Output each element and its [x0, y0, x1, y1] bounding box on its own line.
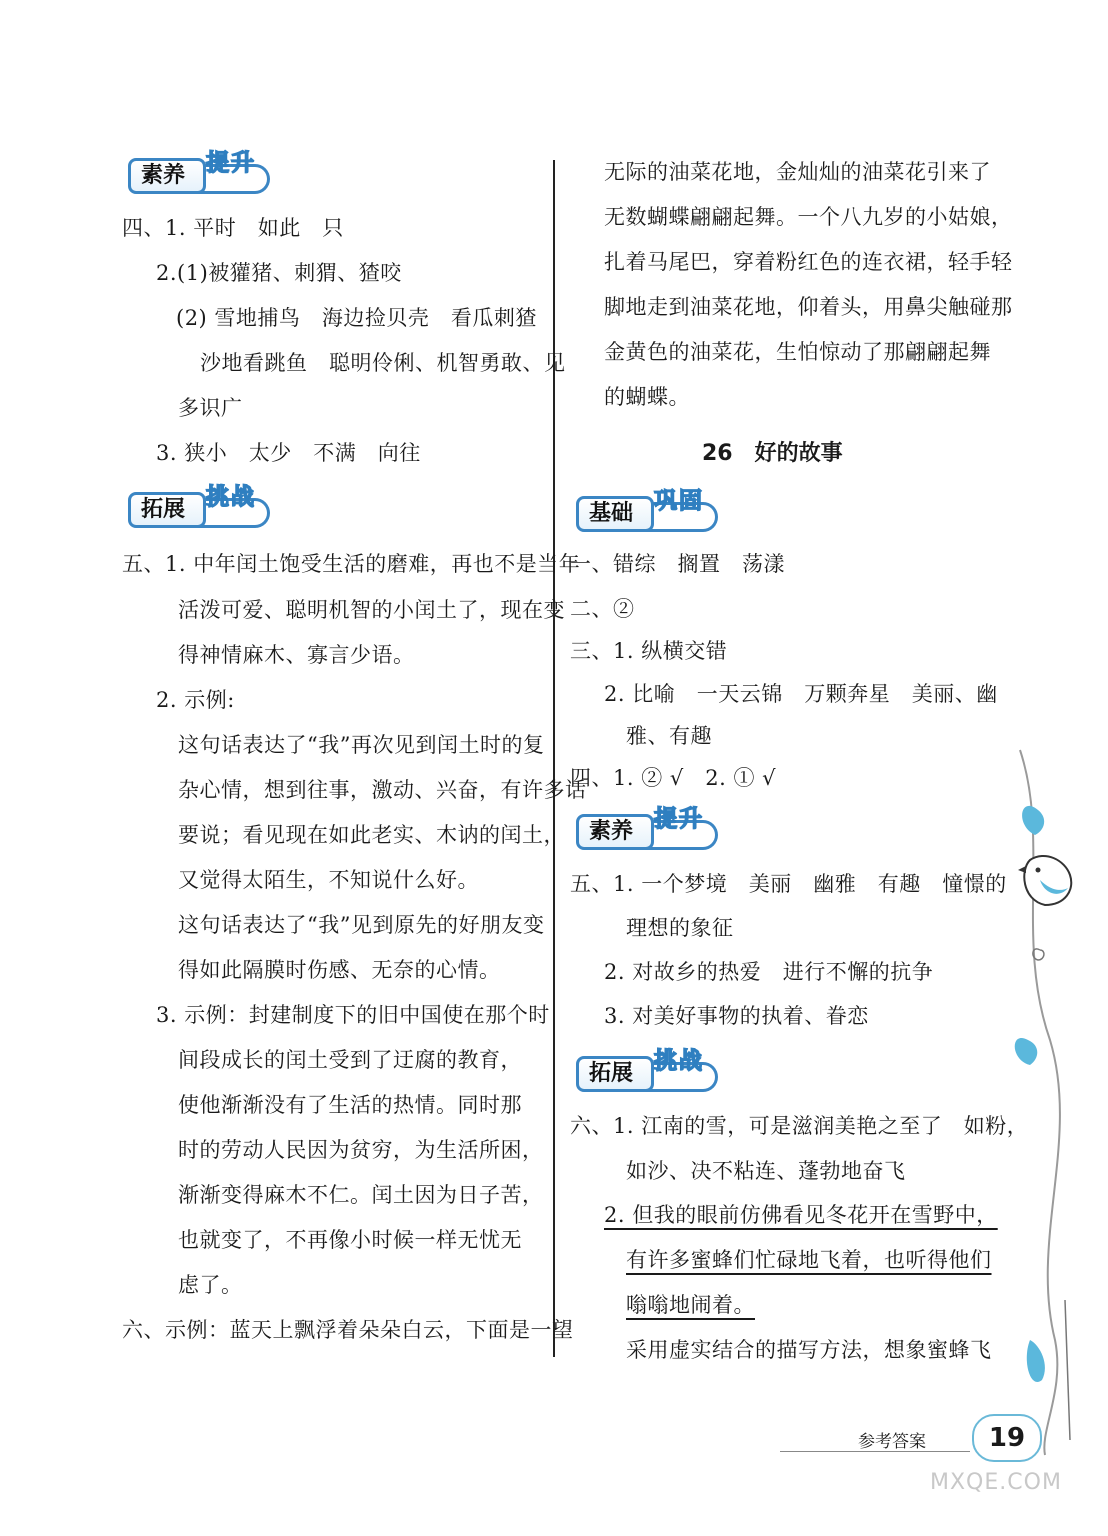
answer-line: 扎着马尾巴，穿着粉红色的连衣裙，轻手轻 [604, 250, 1013, 274]
answer-line: 二、② [570, 597, 635, 621]
underlined-answer: 2. 但我的眼前仿佛看见冬花开在雪野中， [604, 1203, 998, 1227]
badge-tuozhan-tiaozhan [576, 1048, 724, 1094]
answer-line: 多识广 [178, 396, 243, 420]
answer-line: 也就变了，不再像小时候一样无忧无 [178, 1228, 522, 1252]
badge-main: 素养 [128, 158, 206, 194]
badge-sub: 挑战 [654, 1048, 704, 1074]
answer-line: 五、1. 中年闰土饱受生活的磨难，再也不是当年 [122, 552, 581, 576]
badge-sub: 提升 [206, 150, 256, 176]
answer-line: 四、1. 平时 如此 只 [122, 216, 344, 240]
answer-line: 无数蝴蝶翩翩起舞。一个八九岁的小姑娘， [604, 205, 1013, 229]
underlined-answer: 嗡嗡地闹着。 [626, 1293, 755, 1317]
vine-bird-decoration-icon [1010, 740, 1100, 1460]
badge-suyang-tisheng [576, 806, 724, 852]
answer-line: 2. 比喻 一天云锦 万颗奔星 美丽、幽 [604, 682, 998, 706]
answer-line: 得如此隔膜时伤感、无奈的心情。 [178, 958, 501, 982]
answer-line: 3. 对美好事物的执着、眷恋 [604, 1004, 869, 1028]
answer-line: 又觉得太陌生，不知说什么好。 [178, 868, 479, 892]
answer-line: 金黄色的油菜花，生怕惊动了那翩翩起舞 [604, 340, 991, 364]
answer-line: 虑了。 [178, 1273, 243, 1297]
answer-line: 采用虚实结合的描写方法，想象蜜蜂飞 [626, 1338, 992, 1362]
answer-line: 杂心情，想到往事，激动、兴奋，有许多话 [178, 778, 587, 802]
answer-line: 雅、有趣 [626, 724, 712, 748]
badge-main: 素养 [576, 814, 654, 850]
badge-jichu-gonggu [576, 488, 724, 534]
badge-suyang-tisheng [128, 150, 276, 196]
answer-line: 脚地走到油菜花地，仰着头，用鼻尖触碰那 [604, 295, 1013, 319]
footer-label: 参考答案 [858, 1432, 926, 1452]
answer-line: 四、1. ② √ 2. ① √ [570, 766, 777, 790]
answer-line: 要说；看见现在如此老实、木讷的闰土， [178, 823, 565, 847]
badge-main: 拓展 [128, 492, 206, 528]
answer-line: 一、错综 搁置 荡漾 [570, 552, 785, 576]
badge-tuozhan-tiaozhan [128, 484, 276, 530]
underlined-answer: 有许多蜜蜂们忙碌地飞着，也听得他们 [626, 1248, 992, 1272]
answer-line: 五、1. 一个梦境 美丽 幽雅 有趣 憧憬的 [570, 872, 1007, 896]
watermark: MXQE.COM [930, 1470, 1062, 1495]
page-number: 19 [972, 1414, 1042, 1462]
answer-line: 3. 示例：封建制度下的旧中国使在那个时 [156, 1003, 550, 1027]
answer-line: 六、示例：蓝天上飘浮着朵朵白云，下面是一望 [122, 1318, 574, 1342]
answer-line: 活泼可爱、聪明机智的小闰土了，现在变 [178, 598, 565, 622]
column-divider [553, 160, 555, 1357]
answer-line: 的蝴蝶。 [604, 385, 690, 409]
answer-line: 三、1. 纵横交错 [570, 639, 728, 663]
badge-main: 拓展 [576, 1056, 654, 1092]
answer-line: 如沙、决不粘连、蓬勃地奋飞 [626, 1159, 906, 1183]
badge-sub: 提升 [654, 806, 704, 832]
answer-line: 这句话表达了“我”再次见到闰土时的复 [178, 733, 545, 757]
badge-sub: 巩固 [654, 488, 704, 514]
badge-main: 基础 [576, 496, 654, 532]
answer-line: 得神情麻木、寡言少语。 [178, 643, 415, 667]
answer-line: 3. 狭小 太少 不满 向往 [156, 441, 421, 465]
answer-line: 间段成长的闰土受到了迂腐的教育， [178, 1048, 522, 1072]
answer-line: 六、1. 江南的雪，可是滋润美艳之至了 如粉， [570, 1114, 1029, 1138]
answer-line: 2. 示例: [156, 688, 235, 712]
answer-line: 时的劳动人民因为贫穷，为生活所困， [178, 1138, 544, 1162]
lesson-title: 26 好的故事 [702, 441, 843, 466]
answer-line: 2. 对故乡的热爱 进行不懈的抗争 [604, 960, 934, 984]
answer-line: 2.(1)被獾猪、刺猬、猹咬 [156, 261, 402, 285]
answer-line: 渐渐变得麻木不仁。闰土因为日子苦， [178, 1183, 544, 1207]
answer-line: (2) 雪地捕鸟 海边捡贝壳 看瓜刺猹 [176, 306, 537, 330]
answer-line: 沙地看跳鱼 聪明伶俐、机智勇敢、见 [200, 351, 566, 375]
answer-line: 理想的象征 [626, 916, 734, 940]
answer-line: 使他渐渐没有了生活的热情。同时那 [178, 1093, 522, 1117]
answer-line: 无际的油菜花地，金灿灿的油菜花引来了 [604, 160, 991, 184]
badge-sub: 挑战 [206, 484, 256, 510]
answer-line: 这句话表达了“我”见到原先的好朋友变 [178, 913, 545, 937]
